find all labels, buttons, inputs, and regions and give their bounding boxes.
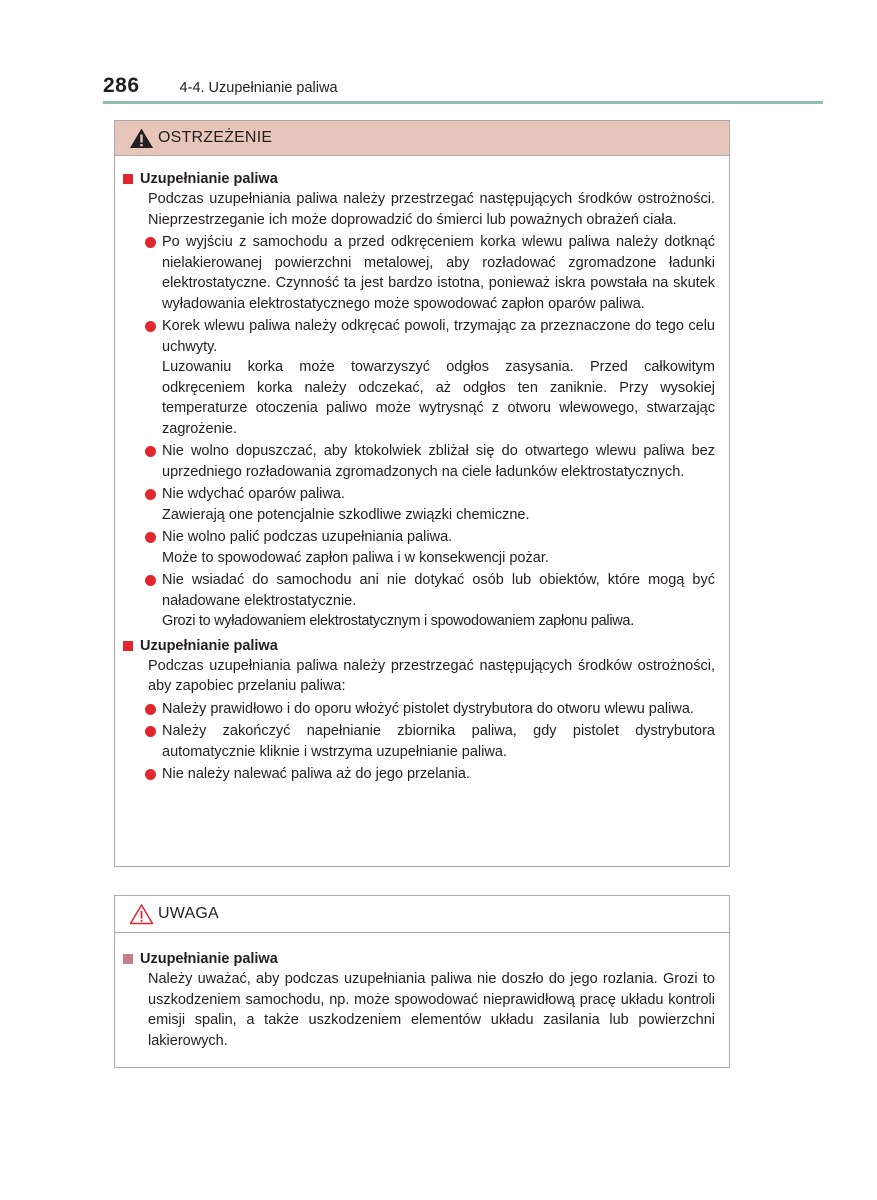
caution-box-header — [115, 896, 729, 933]
red-dot-bullet-icon — [145, 726, 156, 737]
list-item — [145, 570, 715, 632]
caution-box — [114, 895, 730, 1068]
item-text: Nie należy nalewać paliwa aż do jego przelania. — [162, 766, 470, 782]
section-intro: Podczas uzupełniania paliwa należy przestrzegać następujących środków ostrożności, aby zapobiec przelaniu paliwa: — [148, 657, 715, 694]
red-dot-bullet-icon — [145, 704, 156, 715]
list-item — [145, 721, 715, 762]
item-text: Należy prawidłowo i do oporu włożyć pistolet dystrybutora do otworu wlewu paliwa. — [162, 700, 694, 717]
red-square-bullet-icon — [123, 641, 133, 651]
item-text: Nie wolno palić podczas uzupełniania paliwa. — [162, 529, 453, 545]
section-heading: Uzupełnianie paliwa — [123, 949, 715, 969]
precaution-list — [145, 232, 715, 632]
item-note: Luzowaniu korka może towarzyszyć odgłos zasysania. Przed całkowitym odkręceniem korka należy odczekać, aż odgłos ten zaniknie. Przy wysokiej temperaturze otoczenia paliwo może wytrysnąć z otworu wlewowego, stwarzając zagrożenie. — [162, 359, 715, 437]
list-item — [145, 699, 715, 720]
list-item — [145, 316, 715, 439]
page-header — [103, 74, 338, 98]
item-text: Nie wdychać oparów paliwa. — [162, 486, 345, 502]
section-intro: Podczas uzupełniania paliwa należy przestrzegać następujących środków ostrożności. Nieprzestrzeganie ich może doprowadzić do śmierci lub poważnych obrażeń ciała. — [148, 191, 715, 228]
item-text: Nie wolno dopuszczać, aby ktokolwiek zbliżał się do otwartego wlewu paliwa bez uprzedniego rozładowania zgromadzonych na ciele ładunków elektrostatycznych. — [162, 443, 715, 480]
item-text: Po wyjściu z samochodu a przed odkręceniem korka wlewu paliwa należy dotknąć nielakierowanej powierzchni metalowej, aby rozładować zgromadzone ładunki elektrostatyczne. Czynność ta jest bardzo istotna, ponieważ iskra powstała na skutek wyładowania elektrostatycznego może spowodować zapłon oparów paliwa. — [162, 234, 715, 312]
red-square-bullet-icon — [123, 174, 133, 184]
item-text: Korek wlewu paliwa należy odkręcać powoli, trzymając za przeznaczone do tego celu uchwyty. — [162, 318, 715, 355]
list-item — [145, 232, 715, 314]
pink-square-bullet-icon — [123, 954, 133, 964]
item-text: Nie wsiadać do samochodu ani nie dotykać osób lub obiektów, które mogą być naładowane elektrostatycznie. — [162, 572, 715, 609]
header-divider — [103, 101, 823, 104]
warning-triangle-icon — [129, 127, 154, 149]
red-dot-bullet-icon — [145, 446, 156, 457]
warning-title: OSTRZEŻENIE — [158, 129, 273, 146]
item-note: Grozi to wyładowaniem elektrostatycznym i spowodowaniem zapłonu paliwa. — [162, 613, 634, 629]
item-text: Należy zakończyć napełnianie zbiornika paliwa, gdy pistolet dystrybutora automatycznie kliknie i wstrzyma uzupełnianie paliwa. — [162, 723, 715, 760]
precaution-list — [145, 699, 715, 785]
red-dot-bullet-icon — [145, 575, 156, 586]
caution-body — [115, 933, 729, 1051]
red-dot-bullet-icon — [145, 532, 156, 543]
section-heading: Uzupełnianie paliwa — [123, 636, 715, 656]
list-item — [145, 764, 715, 785]
list-item — [145, 484, 715, 525]
warning-box-header — [115, 121, 729, 156]
list-item — [145, 441, 715, 482]
red-dot-bullet-icon — [145, 321, 156, 332]
red-dot-bullet-icon — [145, 769, 156, 780]
item-note: Zawierają one potencjalnie szkodliwe związki chemiczne. — [162, 506, 530, 523]
red-dot-bullet-icon — [145, 237, 156, 248]
caution-title: UWAGA — [158, 905, 219, 922]
list-item — [145, 527, 715, 568]
warning-body — [115, 156, 729, 785]
section-heading: Uzupełnianie paliwa — [123, 169, 715, 189]
section-title: 4-4. Uzupełnianie paliwa — [179, 80, 338, 96]
caution-triangle-icon — [129, 903, 154, 925]
caution-text: Należy uważać, aby podczas uzupełniania paliwa nie doszło do jego rozlania. Grozi to uszkodzeniem samochodu, np. może spowodować nieprawidłową pracę układu kontroli emisji spalin, a także uszkodzeniem elementów układu zasilania lub powierzchni lakierowych. — [148, 971, 715, 1049]
red-dot-bullet-icon — [145, 489, 156, 500]
warning-box — [114, 120, 730, 867]
item-note: Może to spowodować zapłon paliwa i w konsekwencji pożar. — [162, 549, 549, 566]
page-number: 286 — [103, 74, 140, 97]
